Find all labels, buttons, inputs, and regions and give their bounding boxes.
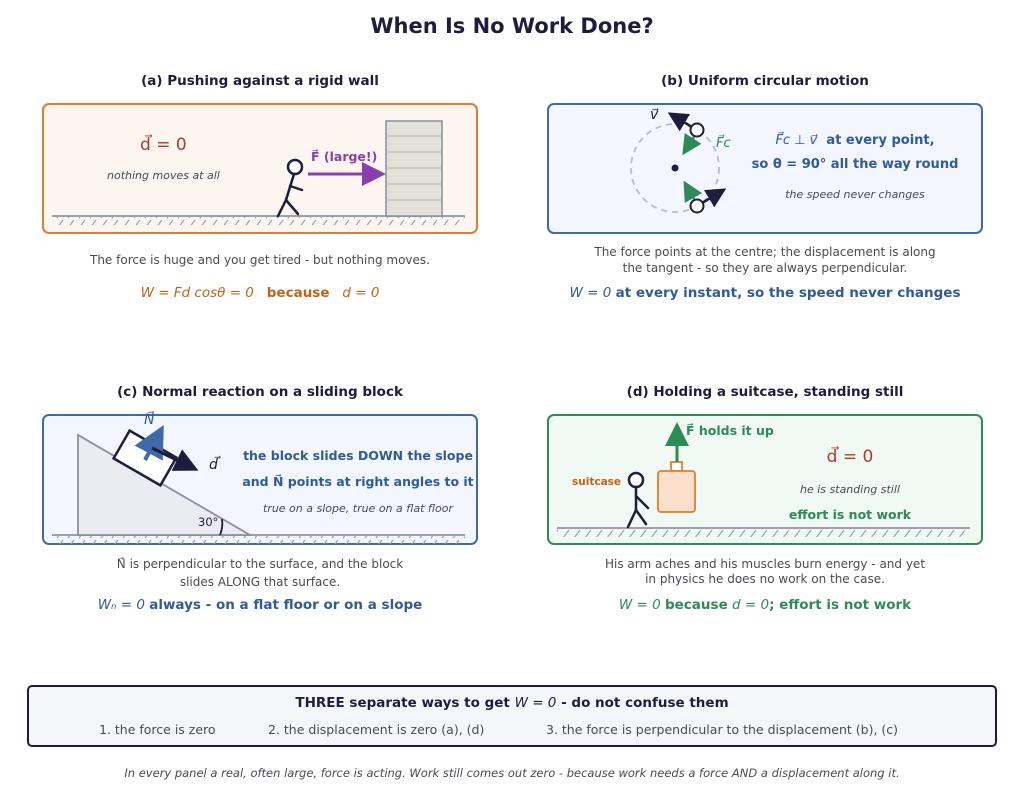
panel-d-caption-1: His arm aches and his muscles burn energy - and yet [604,557,926,571]
summary-title [27,695,997,711]
summary-title-pre: THREE separate ways to get [295,695,510,711]
panel-b-note: the speed never changes [785,188,925,201]
stick-figure-pushing-icon [278,160,302,216]
summary-title-post: - do not confuse them [561,695,729,711]
suitcase-label: suitcase [572,476,622,488]
panel-d-force-label: F⃗ holds it up [686,423,774,438]
panel-d-note: he is standing still [800,483,900,496]
particle-bottom [691,200,704,213]
panel-b-line1-math: F⃗c ⊥ v⃗ [775,133,818,148]
panel-a-force-label: F⃗ (large!) [311,149,378,164]
panel-c-formula-math: Wₙ = 0 [97,597,145,613]
panel-c-line2: and N⃗ points at right angles to it [242,474,474,489]
circle-centre-dot [672,165,679,172]
panel-c-formula [42,597,478,613]
panel-a-caption: The force is huge and you get tired - but nothing moves. [90,253,430,267]
panel-d-formula-math: W = 0 [618,597,661,613]
panel-b-formula-math: W = 0 [569,285,612,301]
page-title: When Is No Work Done? [370,14,654,38]
panel-a-ground [52,216,465,225]
summary-item-1: 1. the force is zero [99,722,216,737]
panel-b-formula [547,285,983,301]
panel-d-formula-text2: ; effort is not work [769,597,912,613]
panel-b-formula-text: at every instant, so the speed never changes [615,285,961,301]
panel-a-note: nothing moves at all [107,169,220,182]
panel-c-line1: the block slides DOWN the slope [243,448,473,463]
panel-c-formula-text: always - on a flat floor or on a slope [149,597,423,613]
centripetal-force-label: F⃗c [716,136,731,151]
suitcase-icon [658,462,695,512]
panel-b-line1 [740,133,970,148]
panel-d-caption-2: in physics he does no work on the case. [645,572,885,586]
panel-d-title: (d) Holding a suitcase, standing still [626,384,904,400]
panel-d-formula-math2: d = 0 [732,597,770,613]
panel-a-displacement-label: d⃗ = 0 [140,135,187,155]
panel-d-formula [547,597,983,613]
panel-d-ground [557,528,970,537]
panel-b-line2: so θ = 90° all the way round [751,157,959,172]
footnote: In every panel a real, often large, force is acting. Work still comes out zero - because work needs a force AND a displacement along it. [124,766,900,780]
panel-a-formula-text: because [266,285,330,301]
centripetal-arrow-top [685,137,694,151]
panel-c-note: true on a slope, true on a flat floor [262,502,454,515]
panel-a-title: (a) Pushing against a rigid wall [141,73,379,89]
panel-a-formula [42,285,478,301]
panel-b-caption-2: the tangent - so they are always perpendicular. [622,261,908,275]
panel-d-displacement-label: d⃗ = 0 [826,447,874,467]
centripetal-arrow-bottom [686,185,694,199]
panel-b-caption-1: The force points at the centre; the displacement is along [594,245,936,259]
stick-figure-standing-icon [628,473,648,527]
panel-d-formula-text: because [664,597,728,613]
panel-a-formula-math: W = Fd cosθ = 0 [140,285,254,301]
panel-c-title: (c) Normal reaction on a sliding block [117,384,403,400]
panel-c-caption-1: N⃗ is perpendicular to the surface, and the block [116,557,404,571]
panel-d-effort: effort is not work [788,507,912,522]
panel-b-title: (b) Uniform circular motion [661,73,869,89]
normal-force-label: N⃗ [144,412,155,428]
displacement-label-c: d⃗ [209,457,218,473]
summary-title-math: W = 0 [514,695,557,711]
summary-item-2: 2. the displacement is zero (a), (d) [268,722,485,737]
velocity-label: v⃗ [650,107,659,123]
particle-top [691,124,704,137]
angle-label: 30° [198,515,219,529]
panel-c-ground [52,535,465,544]
panel-a-formula-math2: d = 0 [342,285,380,301]
wall-icon [386,121,442,216]
panel-c-caption-2: slides ALONG that surface. [179,575,341,589]
panel-b-line1-text: at every point, [826,133,935,148]
summary-item-3: 3. the force is perpendicular to the displacement (b), (c) [546,722,899,737]
